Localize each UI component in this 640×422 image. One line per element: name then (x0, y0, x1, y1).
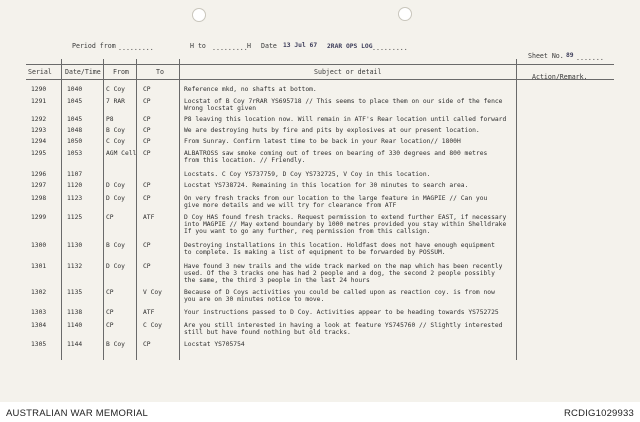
entry-time: 1048 (67, 127, 83, 134)
entry-to: CP (143, 150, 151, 157)
entry-from: CP (106, 322, 114, 329)
col-divider-3 (136, 59, 137, 360)
entry-detail-line: Your instructions passed to D Coy. Activities appear to be heading towards YS752725 (184, 309, 499, 316)
entry-from: C Coy (106, 86, 125, 93)
h-to-label: H to (190, 42, 206, 50)
header-dots: ......... (372, 44, 408, 52)
entry-to: CP (143, 116, 151, 123)
entry-detail-line: Destroying installations in this location. Holdfast does not have enough equipment (184, 242, 495, 249)
entry-from: CP (106, 214, 114, 221)
entry-serial: 1294 (31, 138, 47, 145)
entry-from: AGM Cell (106, 150, 137, 157)
entry-serial: 1295 (31, 150, 47, 157)
entry-from: CP (106, 309, 114, 316)
entry-detail-line: into MAGPIE // May extend boundary by 1000 metres provided you stay within Shelldrake (184, 221, 507, 228)
entry-detail-line: We are destroying huts by fire and pits by explosives at our present location. (184, 127, 480, 134)
entry-serial: 1303 (31, 309, 47, 316)
entry-from: P8 (106, 116, 114, 123)
entry-to: CP (143, 182, 151, 189)
entry-serial: 1296 (31, 171, 47, 178)
entry-from: D Coy (106, 195, 125, 202)
entry-detail-line: you are on 30 minutes notice to move. (184, 296, 325, 303)
entry-detail-line: Reference mkd, no shafts at bottom. (184, 86, 317, 93)
entry-from: B Coy (106, 341, 125, 348)
entry-time: 1120 (67, 182, 83, 189)
entry-to: CP (143, 138, 151, 145)
entry-time: 1050 (67, 138, 83, 145)
table-header-rule (26, 79, 614, 80)
entry-serial: 1298 (31, 195, 47, 202)
entry-time: 1140 (67, 322, 83, 329)
entry-time: 1138 (67, 309, 83, 316)
entry-serial: 1292 (31, 116, 47, 123)
entry-serial: 1293 (31, 127, 47, 134)
punch-hole-left (192, 8, 206, 22)
col-header-from: From (113, 68, 129, 76)
entry-to: C Coy (143, 322, 162, 329)
entry-serial: 1297 (31, 182, 47, 189)
table-top-rule (26, 64, 614, 65)
period-dots: ......... (118, 44, 154, 52)
entry-from: 7 RAR (106, 98, 125, 105)
entry-to: CP (143, 98, 151, 105)
entry-detail-line: Have found 3 new trails and the wide track marked on the map which has been recently (184, 263, 503, 270)
entry-to: CP (143, 341, 151, 348)
entry-serial: 1304 (31, 322, 47, 329)
entry-to: ATF (143, 214, 155, 221)
entry-serial: 1290 (31, 86, 47, 93)
period-label: Period from (72, 42, 116, 50)
sheet-dots: ....... (576, 54, 604, 62)
entry-detail-line: to complete. Is making a list of equipment to be forwarded by POSSUM. (184, 249, 446, 256)
entry-detail-line: used. Of the 3 tracks one has had 2 people and a dog, the second 2 people possibly (184, 270, 495, 277)
entry-detail-line: If you want to go any further, req permission from this callsign. (184, 228, 431, 235)
entry-detail-line: Wrong locstat given (184, 105, 257, 112)
entry-time: 1130 (67, 242, 83, 249)
entry-detail-line: give more details and we will try for clearance from ATF (184, 202, 397, 209)
entry-from: CP (106, 289, 114, 296)
entry-from: D Coy (106, 182, 125, 189)
col-header-action: Action/Remark. (532, 73, 588, 81)
entry-time: 1135 (67, 289, 83, 296)
entry-time: 1053 (67, 150, 83, 157)
entry-to: CP (143, 242, 151, 249)
entry-from: C Coy (106, 138, 125, 145)
entry-time: 1045 (67, 98, 83, 105)
archive-footer (0, 402, 640, 422)
date-label: Date (261, 42, 277, 50)
entry-time: 1125 (67, 214, 83, 221)
col-header-datetime: Date/Time (65, 68, 101, 76)
entry-time: 1144 (67, 341, 83, 348)
entry-from: B Coy (106, 242, 125, 249)
col-divider-5 (516, 59, 517, 360)
log-title: 2RAR OPS LOG (327, 43, 373, 50)
entry-detail-line: From Sunray. Confirm latest time to be back in your Rear location// 1800H (184, 138, 461, 145)
punch-hole-right (398, 7, 412, 21)
entry-serial: 1301 (31, 263, 47, 270)
entry-serial: 1305 (31, 341, 47, 348)
entry-time: 1107 (67, 171, 83, 178)
entry-detail-line: Because of D Coys activities you could be called upon as reaction coy. is from now (184, 289, 495, 296)
col-divider-1 (61, 59, 62, 360)
entry-detail-line: Are you still interested in having a look at feature YS745760 // Slightly interested (184, 322, 503, 329)
entry-detail-line: On very fresh tracks from our location to the large feature in MAGPIE // Can you (184, 195, 488, 202)
entry-detail-line: still but have found nothing but old tracks. (184, 329, 351, 336)
entry-time: 1132 (67, 263, 83, 270)
entry-time: 1045 (67, 116, 83, 123)
footer-reference: RCDIG1029933 (564, 408, 634, 419)
entry-from: B Coy (106, 127, 125, 134)
entry-detail-line: the same, the third 3 people in the last 24 hours (184, 277, 370, 284)
col-divider-2 (103, 59, 104, 360)
entry-serial: 1302 (31, 289, 47, 296)
sheet-value: 89 (566, 52, 574, 59)
entry-detail-line: Locstat YS738724. Remaining in this location for 30 minutes to search area. (184, 182, 469, 189)
entry-from: D Coy (106, 263, 125, 270)
entry-to: CP (143, 127, 151, 134)
sheet-label: Sheet No. (528, 52, 564, 60)
entry-to: ATF (143, 309, 155, 316)
col-header-to: To (156, 68, 164, 76)
col-header-serial: Serial (28, 68, 52, 76)
h-to-dots: ......... (212, 44, 248, 52)
entry-serial: 1291 (31, 98, 47, 105)
entry-serial: 1299 (31, 214, 47, 221)
col-divider-4 (179, 59, 180, 360)
entry-detail-line: D Coy HAS found fresh tracks. Request permission to extend further EAST, if necessary (184, 214, 507, 221)
entry-to: CP (143, 195, 151, 202)
footer-source: AUSTRALIAN WAR MEMORIAL (6, 408, 149, 419)
entry-detail-line: Locstat YS705754 (184, 341, 245, 348)
date-value: 13 Jul 67 (283, 42, 318, 49)
col-header-subject: Subject or detail (314, 68, 382, 76)
entry-to: CP (143, 86, 151, 93)
entry-detail-line: Locstats. C Coy YS737759, D Coy YS732725, V Coy in this location. (184, 171, 431, 178)
entry-time: 1040 (67, 86, 83, 93)
entry-detail-line: ALBATROSS saw smoke coming out of trees on bearing of 330 degrees and 800 metres (184, 150, 488, 157)
h-label: H (247, 42, 251, 50)
entry-serial: 1300 (31, 242, 47, 249)
entry-time: 1123 (67, 195, 83, 202)
entry-to: V Coy (143, 289, 162, 296)
entry-to: CP (143, 263, 151, 270)
entry-detail-line: from this location. // Friendly. (184, 157, 306, 164)
entry-detail-line: P8 leaving this location now. Will remain in ATF's Rear location until called forward (184, 116, 507, 123)
entry-detail-line: Locstat of B Coy 7rRAR YS695718 // This seems to place them on our side of the fence (184, 98, 503, 105)
